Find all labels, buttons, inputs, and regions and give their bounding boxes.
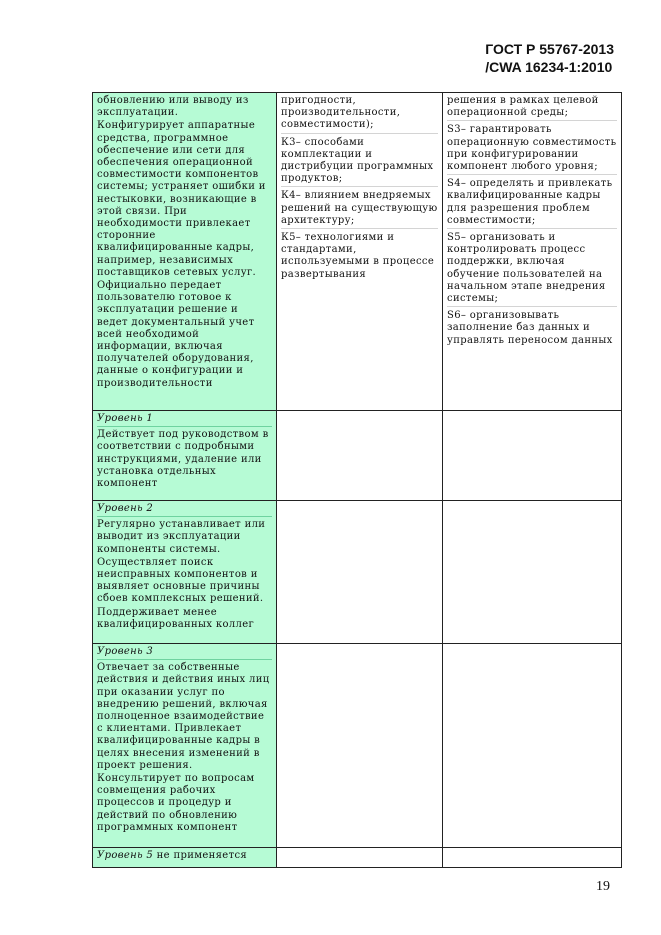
page-number: 19 [596, 879, 610, 894]
document-header [485, 40, 614, 76]
empty-cell [277, 501, 443, 644]
skill-item: решения в рамках целевой операционной среды; [447, 95, 617, 121]
knowledge-item: К3– способами комплектации и дистрибуции программных продуктов; [281, 137, 438, 188]
standard-code: ГОСТ Р 55767-2013 [485, 41, 614, 57]
table-row [93, 501, 622, 644]
skill-item: S6– организовывать заполнение баз данных и управлять переносом данных [447, 310, 613, 346]
level-3-title: Уровень 3 [97, 646, 272, 660]
level-2-paragraph: Регулярно устанавливает или выводит из эксплуатации компоненты системы. [97, 519, 266, 555]
description-paragraph: Официально передает пользователю готовое к эксплуатации решение и ведет документальный учет всей необходимой информации, включая получателей оборудования, данные о конфигурации и производительности [97, 280, 255, 389]
empty-cell [277, 848, 443, 868]
level-1-title: Уровень 1 [97, 413, 272, 427]
knowledge-cell [277, 93, 443, 411]
level-3-cell [93, 644, 277, 848]
empty-cell [443, 411, 622, 501]
empty-cell [443, 848, 622, 868]
empty-cell [277, 411, 443, 501]
level-5-text: не применяется [153, 850, 248, 861]
table-row [93, 848, 622, 868]
level-3-paragraph: Отвечает за собственные действия и действия иных лиц при оказании услуг по внедрению решений, включая полноценное взаимодействие с клиентами. Привлекает квалифицированные кадры в целях внесения изменений в проект решения. [97, 662, 270, 771]
skills-cell [443, 93, 622, 411]
level-3-paragraph: Консультирует по вопросам совмещения рабочих процессов и процедур и действий по обновлению программных компонент [97, 773, 255, 833]
level-1-cell [93, 411, 277, 501]
standard-code-cwa: /CWA 16234-1:2010 [485, 59, 613, 75]
empty-cell [443, 501, 622, 644]
level-2-paragraph: Осуществляет поиск неисправных компонентов и выявляет основные причины сбоев комплексных решений. [97, 556, 264, 605]
skill-item: S4– определять и привлекать квалифицированные кадры для разрешения проблем совместимости; [447, 178, 617, 229]
description-paragraph: Конфигурирует аппаратные средства, программное обеспечение или сети для обеспечения операционной совместимости компонентов системы; устраняет ошибки и нестыковки, возникающие в этой связи. При необходимости привлекает сторонние квалифицированные кадры, например, независимых поставщиков сетевых услуг. [97, 120, 266, 278]
table-row [93, 644, 622, 848]
level-2-title: Уровень 2 [97, 503, 272, 517]
empty-cell [443, 644, 622, 848]
table-row [93, 93, 622, 411]
skill-item: S5– организовать и контролировать процесс поддержки, включая обучение пользователей на начальном этапе внедрения системы; [447, 232, 617, 307]
competence-description-cell [93, 93, 277, 411]
skill-item: S3– гарантировать операционную совместимость при конфигурировании компонент любого уровня; [447, 124, 617, 175]
knowledge-item: К5– технологиями и стандартами, используемыми в процессе развертывания [281, 232, 435, 280]
level-1-text: Действует под руководством в соответствии с подробными инструкциями, удаление или установка отдельных компонент [97, 429, 269, 490]
level-5-line [97, 850, 272, 862]
table-row [93, 411, 622, 501]
level-2-cell [93, 501, 277, 644]
competence-table [92, 92, 622, 868]
knowledge-item: пригодности, производительности, совместимости); [281, 95, 438, 134]
knowledge-item: К4– влиянием внедряемых решений на существующую архитектуру; [281, 190, 438, 229]
level-5-cell [93, 848, 277, 868]
level-5-title: Уровень 5 [97, 850, 154, 861]
empty-cell [277, 644, 443, 848]
description-paragraph: обновлению или выводу из эксплуатации. [97, 95, 249, 119]
level-2-paragraph: Поддерживает менее квалифицированных коллег [97, 606, 255, 630]
